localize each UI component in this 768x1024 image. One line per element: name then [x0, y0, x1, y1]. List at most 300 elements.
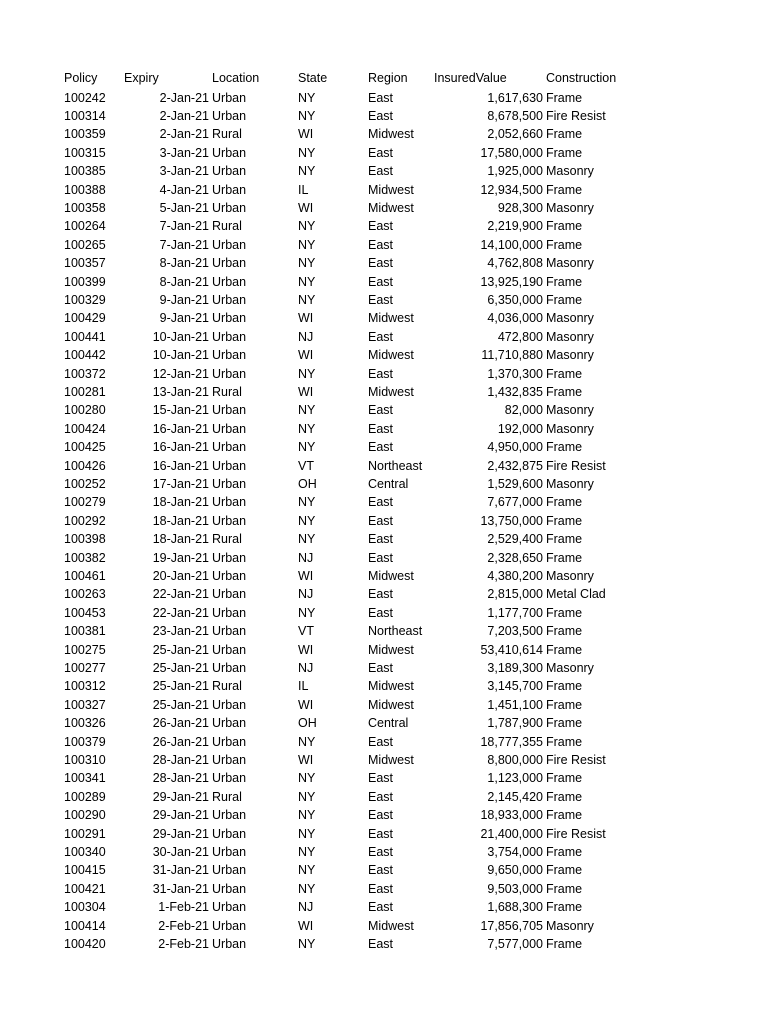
table-row — [0, 604, 768, 622]
table-row — [0, 843, 768, 861]
cell-expiry: 26-Jan-21 — [152, 734, 209, 749]
cell-insured-value: 18,933,000 — [480, 808, 543, 823]
cell-location: Urban — [212, 421, 247, 436]
cell-region: East — [368, 274, 394, 289]
cell-region: Midwest — [368, 752, 414, 767]
cell-region: Midwest — [368, 918, 414, 933]
table-row — [0, 162, 768, 180]
cell-policy: 100442 — [64, 348, 106, 363]
cell-region: Midwest — [368, 697, 414, 712]
cell-expiry: 28-Jan-21 — [152, 771, 209, 786]
cell-state: NY — [298, 237, 316, 252]
cell-expiry: 20-Jan-21 — [152, 568, 209, 583]
table-row — [0, 199, 768, 217]
cell-expiry: 10-Jan-21 — [152, 348, 209, 363]
cell-construction: Masonry — [546, 200, 594, 215]
cell-region: Midwest — [368, 311, 414, 326]
cell-region: East — [368, 863, 394, 878]
cell-insured-value: 1,123,000 — [487, 771, 543, 786]
cell-construction: Frame — [546, 771, 583, 786]
cell-region: East — [368, 366, 394, 381]
cell-state: NY — [298, 292, 316, 307]
cell-state: NY — [298, 145, 316, 160]
cell-state: NJ — [298, 660, 314, 675]
cell-location: Urban — [212, 145, 247, 160]
cell-region: East — [368, 550, 394, 565]
cell-location: Urban — [212, 311, 247, 326]
cell-insured-value: 1,787,900 — [487, 716, 543, 731]
cell-region: East — [368, 826, 394, 841]
cell-location: Urban — [212, 256, 247, 271]
cell-state: NY — [298, 789, 316, 804]
cell-location: Urban — [212, 881, 247, 896]
table-row — [0, 420, 768, 438]
cell-location: Urban — [212, 863, 247, 878]
cell-location: Urban — [212, 513, 247, 528]
table-row — [0, 898, 768, 916]
cell-insured-value: 8,678,500 — [487, 108, 543, 123]
cell-region: Midwest — [368, 642, 414, 657]
table-row — [0, 512, 768, 530]
table-row — [0, 217, 768, 235]
cell-location: Urban — [212, 495, 247, 510]
cell-state: NY — [298, 826, 316, 841]
cell-region: Midwest — [368, 127, 414, 142]
cell-location: Rural — [212, 789, 242, 804]
cell-expiry: 15-Jan-21 — [152, 403, 209, 418]
cell-location: Urban — [212, 771, 247, 786]
cell-location: Urban — [212, 550, 247, 565]
cell-expiry: 4-Jan-21 — [159, 182, 209, 197]
cell-region: East — [368, 789, 394, 804]
table-row — [0, 125, 768, 143]
cell-insured-value: 2,052,660 — [487, 127, 543, 142]
cell-policy: 100424 — [64, 421, 106, 436]
cell-region: East — [368, 292, 394, 307]
cell-policy: 100379 — [64, 734, 106, 749]
cell-insured-value: 928,300 — [497, 200, 543, 215]
cell-construction: Masonry — [546, 403, 594, 418]
cell-policy: 100242 — [64, 90, 106, 105]
cell-policy: 100429 — [64, 311, 106, 326]
cell-insured-value: 2,145,420 — [487, 789, 543, 804]
cell-expiry: 25-Jan-21 — [152, 660, 209, 675]
cell-state: WI — [298, 568, 314, 583]
cell-insured-value: 12,934,500 — [480, 182, 543, 197]
table-row — [0, 622, 768, 640]
cell-location: Urban — [212, 200, 247, 215]
table-row — [0, 806, 768, 824]
table-row — [0, 401, 768, 419]
cell-policy: 100292 — [64, 513, 106, 528]
cell-state: NJ — [298, 550, 314, 565]
cell-construction: Frame — [546, 642, 583, 657]
cell-region: East — [368, 145, 394, 160]
table-row — [0, 751, 768, 769]
cell-policy: 100381 — [64, 624, 106, 639]
cell-construction: Frame — [546, 219, 583, 234]
cell-location: Urban — [212, 826, 247, 841]
header-construction: Construction — [546, 71, 617, 85]
cell-region: East — [368, 164, 394, 179]
cell-location: Urban — [212, 108, 247, 123]
cell-construction: Frame — [546, 550, 583, 565]
cell-location: Urban — [212, 587, 247, 602]
cell-expiry: 3-Jan-21 — [159, 164, 209, 179]
cell-region: East — [368, 734, 394, 749]
cell-state: WI — [298, 384, 314, 399]
cell-insured-value: 17,856,705 — [480, 918, 543, 933]
cell-construction: Frame — [546, 127, 583, 142]
cell-construction: Masonry — [546, 311, 594, 326]
cell-expiry: 2-Jan-21 — [159, 90, 209, 105]
cell-construction: Masonry — [546, 348, 594, 363]
table-row — [0, 549, 768, 567]
cell-expiry: 31-Jan-21 — [152, 881, 209, 896]
cell-insured-value: 1,370,300 — [487, 366, 543, 381]
table-row — [0, 861, 768, 879]
header-state: State — [298, 71, 328, 85]
cell-policy: 100265 — [64, 237, 106, 252]
cell-region: Midwest — [368, 568, 414, 583]
cell-expiry: 29-Jan-21 — [152, 826, 209, 841]
cell-insured-value: 11,710,880 — [481, 348, 543, 363]
cell-expiry: 8-Jan-21 — [159, 274, 209, 289]
cell-state: NY — [298, 440, 316, 455]
cell-location: Urban — [212, 182, 247, 197]
cell-policy: 100385 — [64, 164, 106, 179]
cell-policy: 100312 — [64, 679, 106, 694]
cell-policy: 100280 — [64, 403, 106, 418]
cell-region: East — [368, 660, 394, 675]
table-row — [0, 825, 768, 843]
cell-region: East — [368, 329, 394, 344]
cell-construction: Frame — [546, 881, 583, 896]
cell-location: Urban — [212, 274, 247, 289]
cell-region: East — [368, 771, 394, 786]
cell-policy: 100461 — [64, 568, 106, 583]
table-row — [0, 273, 768, 291]
cell-insured-value: 7,577,000 — [487, 936, 543, 951]
cell-construction: Fire Resist — [546, 108, 606, 123]
cell-policy: 100359 — [64, 127, 106, 142]
table-row — [0, 641, 768, 659]
cell-insured-value: 9,503,000 — [487, 881, 543, 896]
cell-region: East — [368, 844, 394, 859]
cell-region: East — [368, 881, 394, 896]
cell-policy: 100304 — [64, 900, 106, 915]
cell-location: Urban — [212, 90, 247, 105]
cell-insured-value: 2,815,000 — [487, 587, 543, 602]
cell-expiry: 22-Jan-21 — [152, 587, 209, 602]
cell-region: East — [368, 605, 394, 620]
cell-location: Urban — [212, 292, 247, 307]
table-row — [0, 309, 768, 327]
table-row — [0, 788, 768, 806]
cell-region: Northeast — [368, 458, 423, 473]
cell-insured-value: 4,380,200 — [487, 568, 543, 583]
table-row — [0, 733, 768, 751]
cell-construction: Frame — [546, 366, 583, 381]
cell-construction: Masonry — [546, 329, 594, 344]
cell-construction: Frame — [546, 513, 583, 528]
cell-state: NY — [298, 495, 316, 510]
cell-expiry: 1-Feb-21 — [158, 900, 209, 915]
cell-policy: 100357 — [64, 256, 106, 271]
cell-region: East — [368, 532, 394, 547]
table-row — [0, 585, 768, 603]
cell-region: Midwest — [368, 679, 414, 694]
cell-policy: 100252 — [64, 476, 106, 491]
cell-insured-value: 17,580,000 — [480, 145, 543, 160]
cell-location: Rural — [212, 679, 242, 694]
cell-expiry: 29-Jan-21 — [152, 808, 209, 823]
cell-insured-value: 21,400,000 — [480, 826, 543, 841]
header-insured-value: InsuredValue — [434, 71, 507, 85]
cell-location: Urban — [212, 844, 247, 859]
cell-policy: 100291 — [64, 826, 106, 841]
cell-region: East — [368, 219, 394, 234]
cell-construction: Frame — [546, 495, 583, 510]
cell-construction: Masonry — [546, 660, 594, 675]
cell-construction: Frame — [546, 679, 583, 694]
cell-expiry: 2-Feb-21 — [158, 936, 209, 951]
cell-state: NY — [298, 808, 316, 823]
cell-construction: Masonry — [546, 476, 594, 491]
cell-location: Urban — [212, 900, 247, 915]
cell-construction: Masonry — [546, 918, 594, 933]
cell-state: WI — [298, 752, 314, 767]
cell-expiry: 30-Jan-21 — [152, 844, 209, 859]
table-row — [0, 917, 768, 935]
cell-location: Urban — [212, 348, 247, 363]
cell-expiry: 18-Jan-21 — [152, 532, 209, 547]
cell-policy: 100388 — [64, 182, 106, 197]
cell-policy: 100340 — [64, 844, 106, 859]
cell-policy: 100279 — [64, 495, 106, 510]
cell-expiry: 3-Jan-21 — [159, 145, 209, 160]
cell-state: NY — [298, 513, 316, 528]
table-row — [0, 107, 768, 125]
cell-insured-value: 14,100,000 — [480, 237, 543, 252]
cell-region: East — [368, 587, 394, 602]
cell-expiry: 29-Jan-21 — [152, 789, 209, 804]
cell-location: Urban — [212, 605, 247, 620]
cell-policy: 100281 — [64, 384, 106, 399]
cell-policy: 100329 — [64, 292, 106, 307]
cell-region: Midwest — [368, 384, 414, 399]
cell-construction: Frame — [546, 936, 583, 951]
cell-expiry: 7-Jan-21 — [159, 237, 209, 252]
cell-expiry: 18-Jan-21 — [152, 495, 209, 510]
cell-insured-value: 13,750,000 — [480, 513, 543, 528]
cell-region: East — [368, 256, 394, 271]
cell-construction: Frame — [546, 844, 583, 859]
cell-state: NY — [298, 881, 316, 896]
cell-expiry: 16-Jan-21 — [152, 440, 209, 455]
cell-insured-value: 472,800 — [497, 329, 543, 344]
cell-state: WI — [298, 697, 314, 712]
cell-insured-value: 1,688,300 — [487, 900, 543, 915]
table-row — [0, 438, 768, 456]
cell-region: Central — [368, 476, 409, 491]
table-row — [0, 769, 768, 787]
cell-construction: Fire Resist — [546, 752, 606, 767]
cell-policy: 100426 — [64, 458, 106, 473]
cell-policy: 100327 — [64, 697, 106, 712]
cell-state: NJ — [298, 900, 314, 915]
cell-construction: Frame — [546, 863, 583, 878]
table-row — [0, 181, 768, 199]
cell-expiry: 28-Jan-21 — [152, 752, 209, 767]
cell-construction: Frame — [546, 697, 583, 712]
cell-expiry: 23-Jan-21 — [152, 624, 209, 639]
cell-construction: Frame — [546, 384, 583, 399]
cell-expiry: 19-Jan-21 — [152, 550, 209, 565]
cell-state: WI — [298, 918, 314, 933]
cell-region: East — [368, 421, 394, 436]
cell-state: OH — [298, 716, 317, 731]
cell-location: Urban — [212, 808, 247, 823]
cell-location: Urban — [212, 403, 247, 418]
header-expiry: Expiry — [124, 71, 159, 85]
cell-construction: Fire Resist — [546, 826, 606, 841]
cell-insured-value: 192,000 — [497, 421, 543, 436]
cell-region: East — [368, 440, 394, 455]
cell-insured-value: 1,432,835 — [487, 384, 543, 399]
table-row — [0, 530, 768, 548]
table-row — [0, 383, 768, 401]
cell-location: Urban — [212, 752, 247, 767]
cell-expiry: 9-Jan-21 — [159, 311, 209, 326]
cell-expiry: 13-Jan-21 — [152, 384, 209, 399]
table-row — [0, 144, 768, 162]
cell-expiry: 16-Jan-21 — [152, 421, 209, 436]
cell-location: Urban — [212, 568, 247, 583]
cell-region: Midwest — [368, 348, 414, 363]
cell-construction: Frame — [546, 789, 583, 804]
cell-construction: Frame — [546, 292, 583, 307]
cell-region: Northeast — [368, 624, 423, 639]
header-location: Location — [212, 71, 260, 85]
header-policy: Policy — [64, 71, 98, 85]
cell-state: NY — [298, 274, 316, 289]
cell-state: WI — [298, 200, 314, 215]
cell-policy: 100315 — [64, 145, 106, 160]
cell-policy: 100289 — [64, 789, 106, 804]
cell-insured-value: 1,925,000 — [487, 164, 543, 179]
cell-policy: 100314 — [64, 108, 106, 123]
cell-expiry: 31-Jan-21 — [152, 863, 209, 878]
cell-insured-value: 2,529,400 — [487, 532, 543, 547]
cell-state: NY — [298, 605, 316, 620]
cell-construction: Masonry — [546, 568, 594, 583]
cell-location: Urban — [212, 366, 247, 381]
cell-insured-value: 7,677,000 — [487, 495, 543, 510]
cell-insured-value: 4,762,808 — [487, 256, 543, 271]
cell-construction: Frame — [546, 900, 583, 915]
cell-policy: 100420 — [64, 936, 106, 951]
cell-insured-value: 1,617,630 — [487, 90, 543, 105]
table-row — [0, 659, 768, 677]
cell-insured-value: 6,350,000 — [487, 292, 543, 307]
cell-state: NY — [298, 734, 316, 749]
cell-expiry: 8-Jan-21 — [159, 256, 209, 271]
cell-expiry: 22-Jan-21 — [152, 605, 209, 620]
cell-construction: Frame — [546, 532, 583, 547]
cell-expiry: 12-Jan-21 — [152, 366, 209, 381]
cell-state: IL — [298, 182, 309, 197]
cell-state: NJ — [298, 329, 314, 344]
cell-policy: 100421 — [64, 881, 106, 896]
cell-state: NJ — [298, 587, 314, 602]
cell-construction: Frame — [546, 734, 583, 749]
cell-state: NY — [298, 366, 316, 381]
cell-region: East — [368, 237, 394, 252]
table-row — [0, 89, 768, 107]
cell-policy: 100358 — [64, 200, 106, 215]
cell-location: Urban — [212, 918, 247, 933]
table-row — [0, 880, 768, 898]
cell-region: East — [368, 900, 394, 915]
cell-state: NY — [298, 421, 316, 436]
cell-location: Urban — [212, 476, 247, 491]
cell-insured-value: 1,529,600 — [487, 476, 543, 491]
table-row — [0, 696, 768, 714]
cell-location: Urban — [212, 697, 247, 712]
cell-insured-value: 7,203,500 — [487, 624, 543, 639]
cell-construction: Frame — [546, 145, 583, 160]
cell-expiry: 9-Jan-21 — [159, 292, 209, 307]
cell-construction: Masonry — [546, 421, 594, 436]
table-row — [0, 457, 768, 475]
cell-location: Urban — [212, 624, 247, 639]
cell-location: Urban — [212, 734, 247, 749]
table-row — [0, 254, 768, 272]
table-row — [0, 714, 768, 732]
cell-location: Urban — [212, 716, 247, 731]
cell-insured-value: 13,925,190 — [480, 274, 543, 289]
cell-location: Urban — [212, 440, 247, 455]
cell-insured-value: 8,800,000 — [487, 752, 543, 767]
cell-insured-value: 82,000 — [504, 403, 543, 418]
cell-expiry: 5-Jan-21 — [159, 200, 209, 215]
cell-policy: 100264 — [64, 219, 106, 234]
cell-location: Rural — [212, 219, 242, 234]
cell-policy: 100398 — [64, 532, 106, 547]
cell-region: East — [368, 513, 394, 528]
cell-policy: 100441 — [64, 329, 106, 344]
cell-insured-value: 2,328,650 — [487, 550, 543, 565]
cell-state: NY — [298, 90, 316, 105]
cell-region: East — [368, 108, 394, 123]
cell-insured-value: 4,950,000 — [487, 440, 543, 455]
cell-state: NY — [298, 164, 316, 179]
cell-location: Rural — [212, 127, 242, 142]
cell-state: WI — [298, 642, 314, 657]
cell-state: NY — [298, 936, 316, 951]
cell-location: Urban — [212, 329, 247, 344]
cell-policy: 100399 — [64, 274, 106, 289]
cell-expiry: 18-Jan-21 — [152, 513, 209, 528]
cell-state: IL — [298, 679, 309, 694]
cell-state: WI — [298, 127, 314, 142]
cell-policy: 100415 — [64, 863, 106, 878]
cell-expiry: 7-Jan-21 — [159, 219, 209, 234]
table-row — [0, 935, 768, 953]
cell-policy: 100382 — [64, 550, 106, 565]
cell-expiry: 2-Jan-21 — [159, 108, 209, 123]
